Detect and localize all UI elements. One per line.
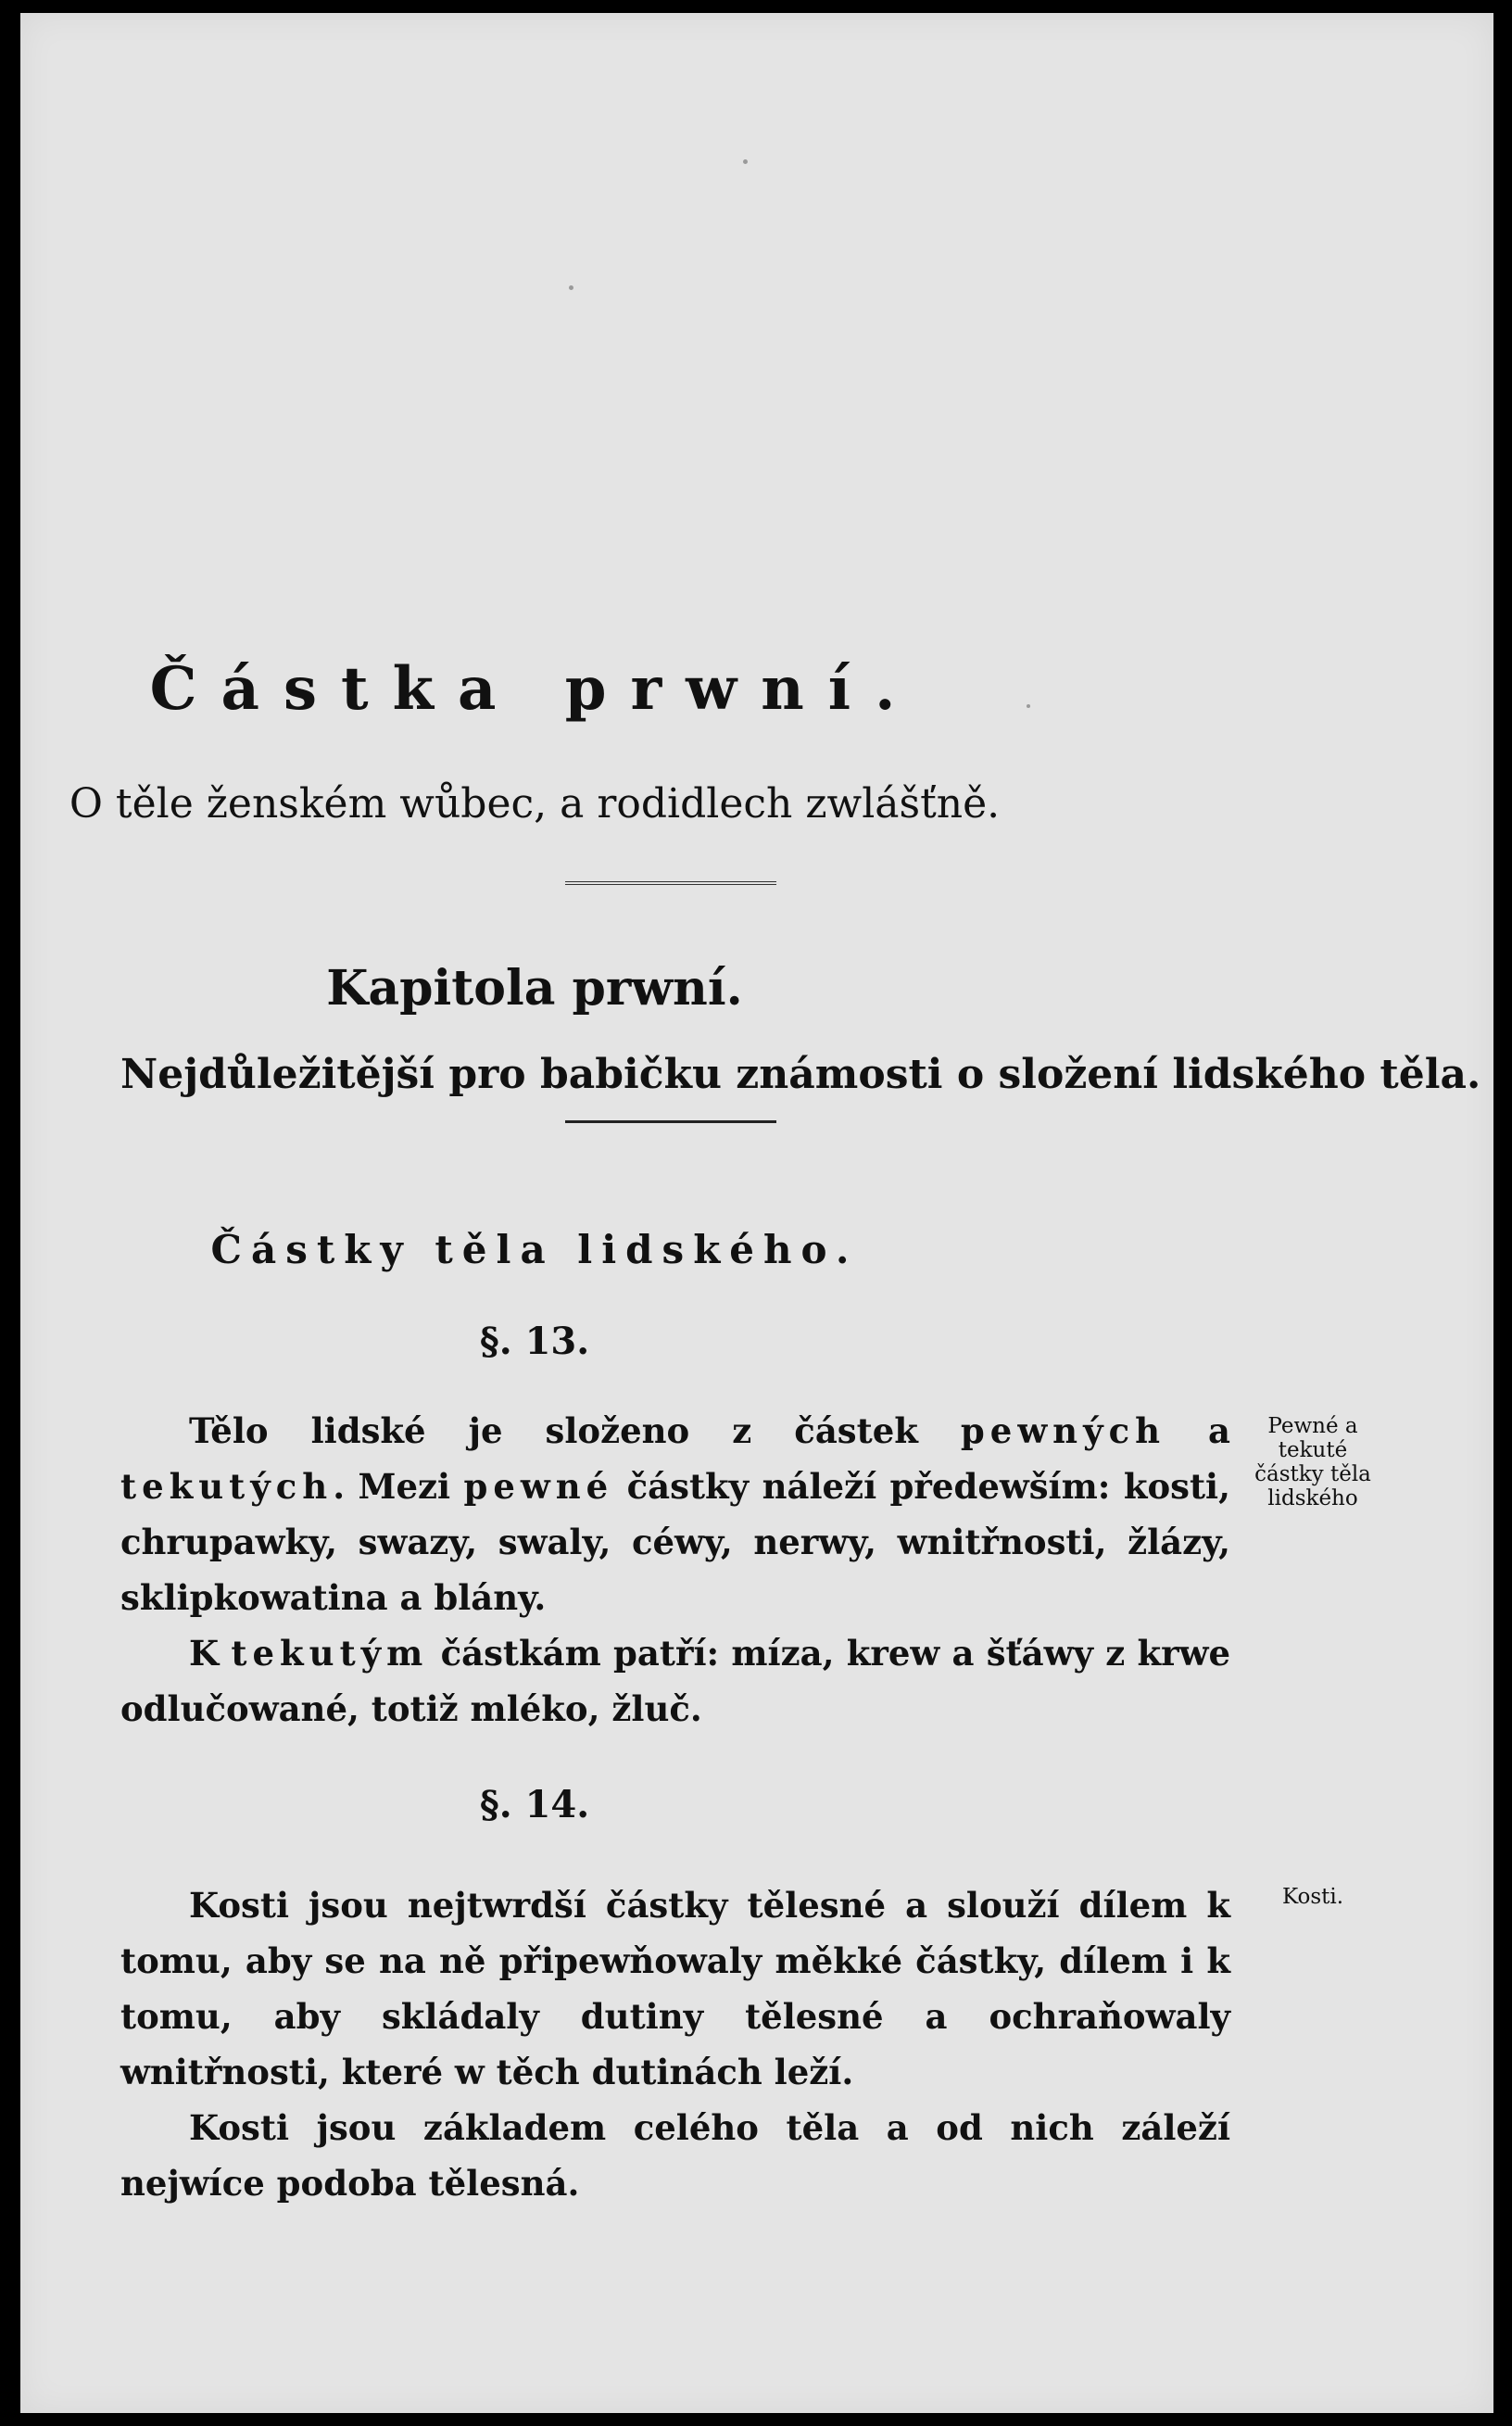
text-run: částky náleží předewším: kosti, chrupawky, swazy, swaly, céwy, nerwy, wnitřnosti, žlázy, sklipkowatina a blány. xyxy=(120,1466,1230,1618)
text-line xyxy=(120,1625,1230,1737)
paper-speck xyxy=(743,159,748,164)
emphasis-text: tekutým xyxy=(231,1633,429,1674)
text-run: . xyxy=(333,1466,359,1507)
part-title: Částka prwní. xyxy=(149,654,920,724)
margin-note: Pewné a tekuté částky těla lidského xyxy=(1254,1414,1371,1510)
text-line: Kosti jsou nejtwrdší částky tělesné a slouží dílem k tomu, aby se na ně připewňowaly měkké částky, dílem i k tomu, aby skládaly dutiny tělesné a ochraňowaly wnitřnosti, které w těch dutinách leží. xyxy=(120,1885,1230,2092)
margin-note: Kosti. xyxy=(1281,1885,1344,1909)
text-run: částkám patří: míza, krew a šťáwy z krwe odlučowané, totiž mléko, žluč. xyxy=(120,1633,1230,1729)
paragraph-body xyxy=(120,1877,1230,2211)
paper-speck xyxy=(1027,704,1030,708)
divider-rule xyxy=(565,881,776,885)
text-line: Kosti jsou základem celého těla a od nich záleží nejwíce podoba tělesná. xyxy=(120,2107,1230,2204)
paper-speck xyxy=(569,285,573,290)
part-subtitle: O těle ženském wůbec, a rodidlech zwlášťně. xyxy=(69,780,1001,828)
emphasis-text: tekutých xyxy=(120,1466,334,1507)
divider-rule xyxy=(565,1120,776,1123)
text-run: a xyxy=(1166,1410,1231,1451)
paragraph-number: §. 13. xyxy=(479,1320,590,1363)
emphasis-text: pewných xyxy=(960,1410,1166,1451)
paragraph-number: §. 14. xyxy=(479,1783,590,1826)
chapter-title: Kapitola prwní. xyxy=(326,960,743,1017)
text-line xyxy=(120,1403,1230,1625)
emphasis-text: pewné xyxy=(463,1466,614,1507)
text-run: Tělo lidské je složeno z částek xyxy=(189,1410,961,1451)
section-heading: Částky těla lidského. xyxy=(210,1227,859,1272)
chapter-subtitle: Nejdůležitější pro babičku známosti o složení lidského těla. xyxy=(120,1051,1481,1098)
book-page xyxy=(20,13,1493,2413)
text-run: K xyxy=(189,1633,232,1674)
text-run: Mezi xyxy=(358,1466,464,1507)
paragraph-body xyxy=(120,1403,1230,1737)
